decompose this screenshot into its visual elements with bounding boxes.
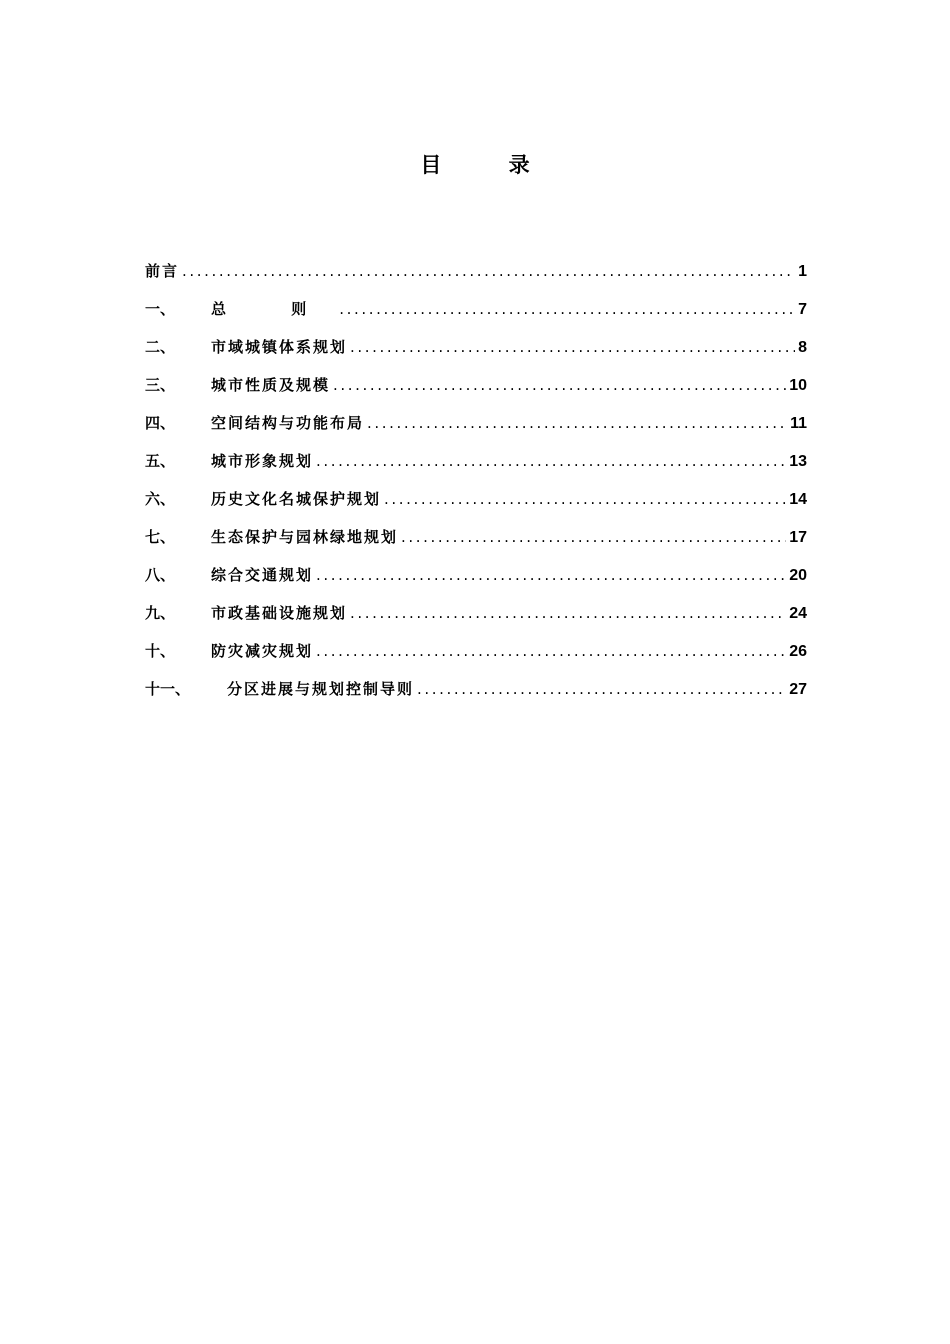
toc-entry-label: 防灾减灾规划	[211, 642, 314, 660]
toc-entry-page: 1	[798, 263, 807, 280]
toc-entry-page: 13	[789, 453, 807, 470]
toc-entry-page: 14	[789, 491, 807, 508]
toc-entry-page: 26	[789, 643, 807, 660]
toc-entry-label: 综合交通规划	[211, 566, 314, 584]
toc-entry-page: 24	[789, 605, 807, 622]
toc-entry-page: 8	[798, 339, 807, 356]
dot-leader	[316, 638, 786, 664]
toc-entry-page: 17	[789, 529, 807, 546]
page-title: 目 录	[420, 153, 560, 177]
toc-entry-number: 八、	[145, 566, 176, 584]
toc-entry[interactable]	[145, 334, 807, 372]
toc-entry[interactable]	[145, 296, 807, 334]
toc-entry-number: 三、	[145, 376, 176, 394]
toc-entry-label: 分区进展与规划控制导则	[227, 680, 415, 698]
toc-entry-number: 二、	[145, 338, 176, 356]
toc-entry-label: 生态保护与园林绿地规划	[211, 528, 399, 546]
toc-entry-label: 市域城镇体系规划	[211, 338, 348, 356]
toc-entry-number: 九、	[145, 604, 176, 622]
toc-entry-number: 十、	[145, 642, 176, 660]
toc-entry[interactable]	[145, 372, 807, 410]
toc-entry-page: 27	[789, 681, 807, 698]
toc-entry[interactable]	[145, 448, 807, 486]
dot-leader	[401, 524, 786, 550]
toc-entry[interactable]	[145, 486, 807, 524]
toc-entry-number: 四、	[145, 414, 176, 432]
toc-entry[interactable]	[145, 600, 807, 638]
dot-leader	[316, 562, 786, 588]
dot-leader	[182, 258, 795, 284]
toc-entry[interactable]	[145, 562, 807, 600]
toc-entry-page: 7	[798, 301, 807, 318]
toc-entry-label: 前言	[145, 262, 180, 280]
toc-entry-page: 11	[790, 415, 807, 432]
toc-entry-page: 20	[789, 567, 807, 584]
toc-entry-label: 市政基础设施规划	[211, 604, 348, 622]
toc-entry[interactable]	[145, 676, 807, 714]
dot-leader	[339, 296, 795, 322]
toc-entry-label: 城市形象规划	[211, 452, 314, 470]
toc-entry-number: 十一、	[145, 680, 191, 698]
toc-entry-number: 一、	[145, 300, 176, 318]
toc-entry-number: 六、	[145, 490, 176, 508]
toc-entry[interactable]	[145, 258, 807, 296]
toc-entry[interactable]	[145, 524, 807, 562]
toc-entry-label: 空间结构与功能布局	[211, 414, 365, 432]
dot-leader	[316, 448, 786, 474]
toc-entry-number: 七、	[145, 528, 176, 546]
dot-leader	[333, 372, 786, 398]
toc-entry[interactable]	[145, 410, 807, 448]
toc-entry-label: 总 则	[211, 300, 337, 318]
dot-leader	[417, 676, 786, 702]
toc-entry[interactable]	[145, 638, 807, 676]
table-of-contents	[145, 258, 807, 714]
dot-leader	[384, 486, 786, 512]
dot-leader	[367, 410, 787, 436]
dot-leader	[350, 600, 786, 626]
toc-entry-label: 历史文化名城保护规划	[211, 490, 382, 508]
toc-entry-label: 城市性质及规模	[211, 376, 331, 394]
toc-entry-page: 10	[789, 377, 807, 394]
dot-leader	[350, 334, 795, 360]
toc-entry-number: 五、	[145, 452, 176, 470]
